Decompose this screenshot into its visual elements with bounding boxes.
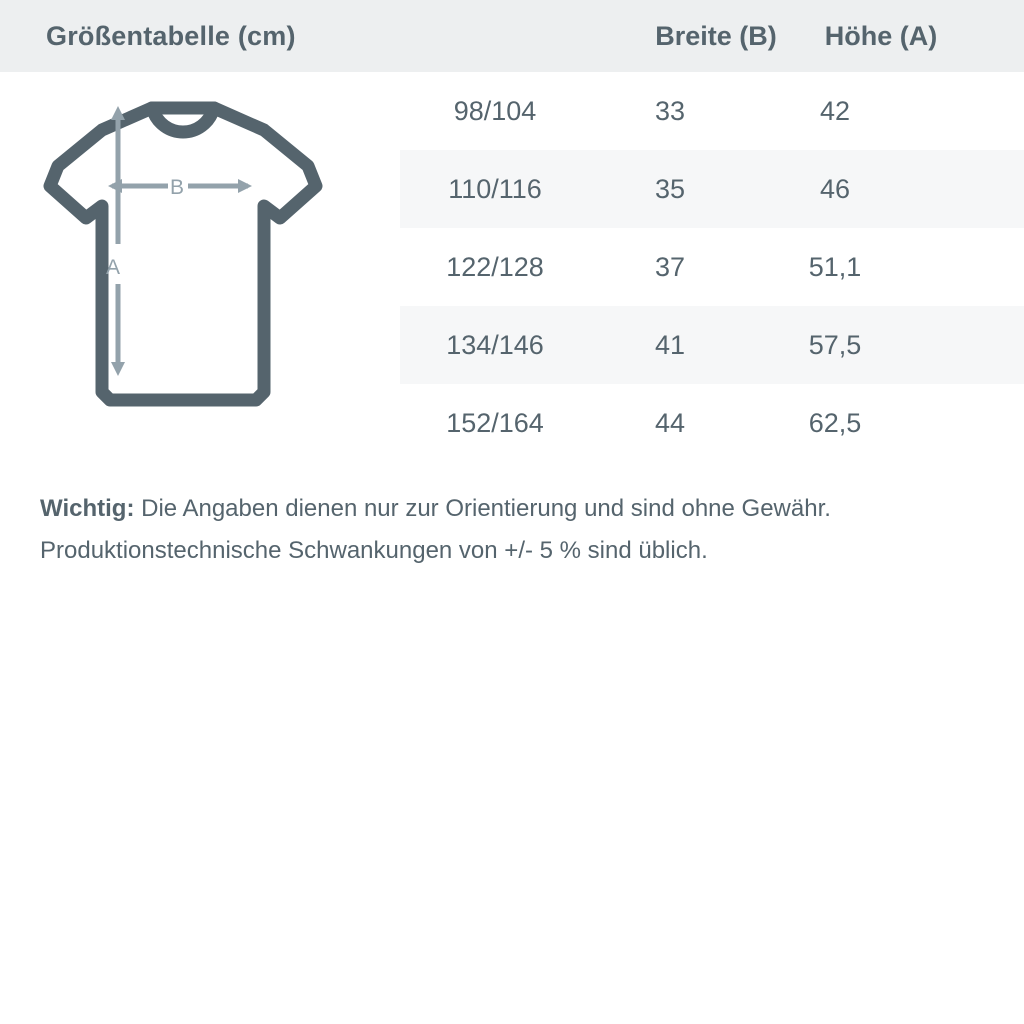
column-header-width: Breite (B) — [655, 20, 777, 51]
cell-height: 46 — [819, 173, 851, 204]
width-label: B — [170, 176, 185, 199]
cell-size: 134/146 — [446, 329, 544, 360]
height-arrow — [111, 106, 125, 376]
cell-size: 152/164 — [446, 407, 544, 438]
page-title: Größentabelle (cm) — [46, 20, 296, 51]
tshirt-icon — [50, 108, 316, 400]
disclaimer-line-2: Produktionstechnische Schwankungen von +/- 5 % sind üblich. — [40, 537, 708, 564]
cell-size: 122/128 — [446, 251, 544, 282]
cell-height: 62,5 — [808, 407, 862, 438]
column-header-height: Höhe (A) — [824, 20, 938, 51]
disclaimer-lead: Wichtig: — [40, 495, 135, 522]
cell-width: 33 — [654, 95, 686, 126]
height-label: A — [106, 256, 121, 279]
cell-width: 35 — [654, 173, 686, 204]
disclaimer-line-1: Die Angaben dienen nur zur Orientierung und sind ohne Gewähr. — [134, 495, 831, 522]
table-row — [400, 306, 1024, 384]
cell-width: 44 — [654, 407, 686, 438]
size-chart-body — [0, 72, 1024, 462]
size-table — [400, 72, 1024, 462]
cell-height: 57,5 — [808, 329, 862, 360]
cell-size: 110/116 — [448, 173, 542, 204]
cell-size: 98/104 — [453, 95, 537, 126]
cell-width: 41 — [654, 329, 686, 360]
tshirt-diagram — [0, 72, 400, 462]
size-chart-header — [0, 0, 1024, 72]
cell-height: 51,1 — [808, 251, 862, 282]
disclaimer-note — [40, 488, 970, 572]
cell-height: 42 — [819, 95, 851, 126]
cell-width: 37 — [654, 251, 686, 282]
table-row — [400, 72, 1024, 150]
table-row — [400, 150, 1024, 228]
table-row — [400, 228, 1024, 306]
table-row — [400, 384, 1024, 462]
